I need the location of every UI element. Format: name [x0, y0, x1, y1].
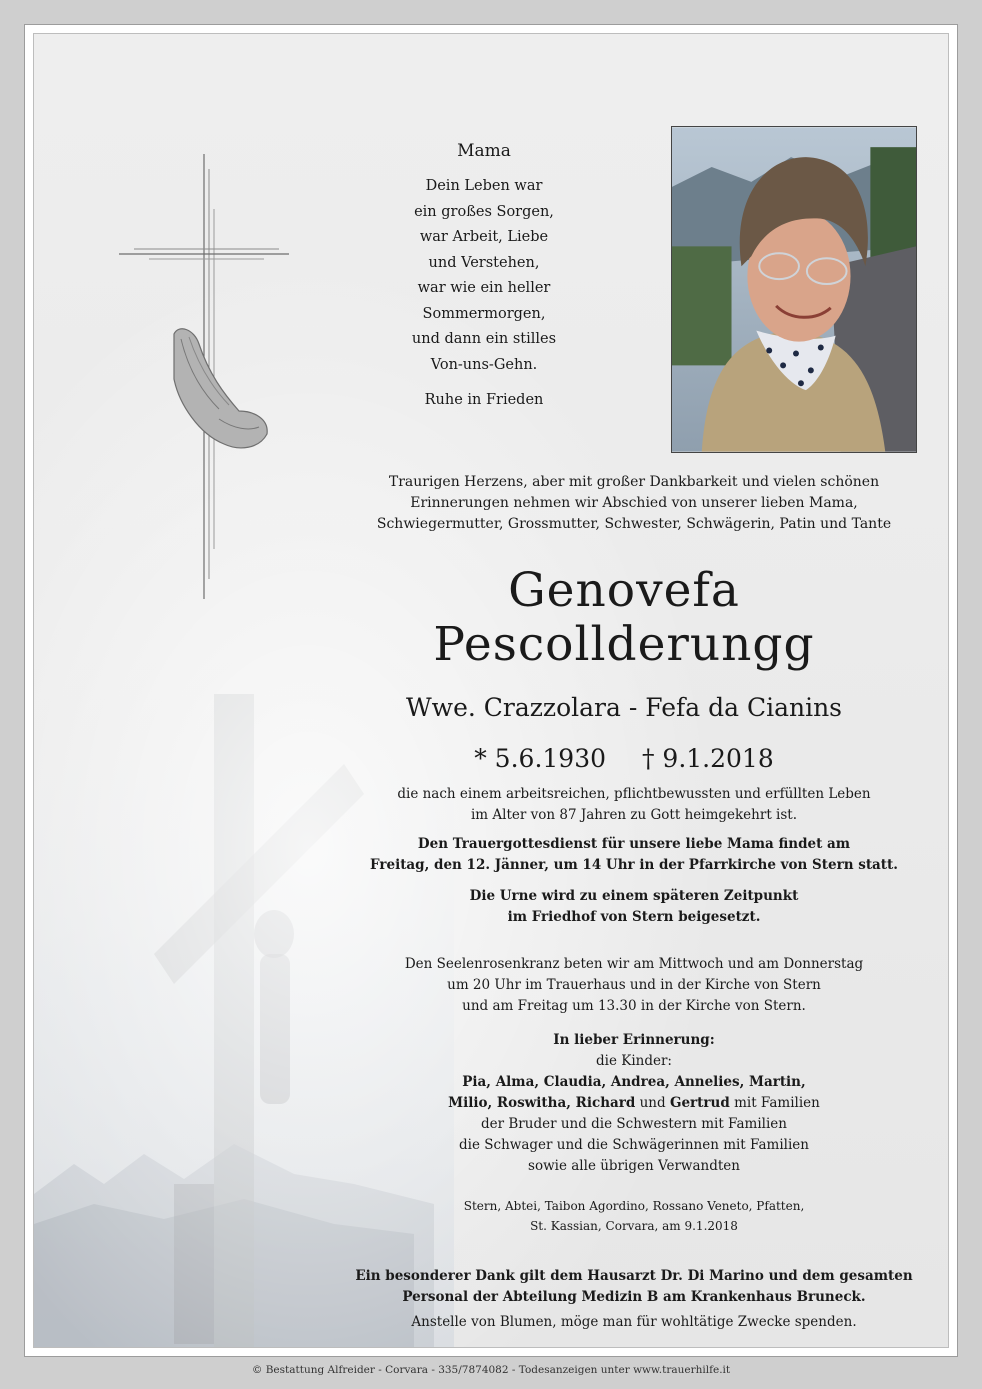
deceased-subtitle: Wwe. Crazzolara - Fefa da Cianins [405, 693, 843, 722]
urn-line: im Friedhof von Stern beigesetzt. [507, 909, 761, 925]
poem-closing: Ruhe in Frieden [424, 392, 544, 408]
last-name: Pescollderungg [433, 617, 815, 672]
children-names-bold: Milio, Roswitha, Richard [448, 1095, 636, 1111]
relatives-line: die Schwager und die Schwägerinnen mit Familien [459, 1137, 809, 1153]
family-heading: In lieber Erinnerung: [553, 1032, 715, 1048]
birth-date: * 5.6.1930 [474, 744, 607, 773]
poem-line: Dein Leben war [425, 178, 543, 194]
intro-line: Schwiegermutter, Grossmutter, Schwester, Schwägerin, Patin und Tante [376, 516, 892, 532]
urn-text [304, 886, 949, 928]
intro-line: Traurigen Herzens, aber mit großer Dankbarkeit und vielen schönen [388, 474, 880, 490]
service-line: Den Trauergottesdienst für unsere liebe Mama findet am [417, 836, 851, 852]
flowers-text: Anstelle von Blumen, möge man für wohltätige Zwecke spenden. [411, 1314, 857, 1330]
poem-title: Mama [457, 141, 511, 161]
relatives-line: der Bruder und die Schwestern mit Familien [481, 1116, 787, 1132]
family-section [304, 1030, 949, 1177]
children-names: Pia, Alma, Claudia, Andrea, Annelies, Martin, [462, 1074, 806, 1090]
death-date: † 9.1.2018 [641, 744, 774, 773]
places-line: Stern, Abtei, Taibon Agordino, Rossano Veneto, Pfatten, [463, 1199, 805, 1213]
life-dates [294, 742, 949, 776]
poem [394, 138, 574, 414]
urn-line: Die Urne wird zu einem späteren Zeitpunkt [469, 888, 799, 904]
names-rest: mit Familien [729, 1095, 820, 1111]
obituary-sheet [24, 24, 958, 1357]
poem-line: war Arbeit, Liebe [419, 229, 549, 245]
portrait-photo [671, 126, 917, 453]
thanks-line: Personal der Abteilung Medizin B am Krankenhaus Bruneck. [402, 1289, 866, 1305]
obituary-panel [33, 33, 949, 1348]
praying-hands-icon [174, 329, 267, 448]
poem-line: und dann ein stilles [411, 331, 557, 347]
poem-line: war wie ein heller [417, 280, 551, 296]
rosary-line: Den Seelenrosenkranz beten wir am Mittwoch und am Donnerstag [404, 956, 864, 972]
cross-icon [119, 149, 304, 609]
intro-text [304, 472, 949, 535]
poem-line: Von-uns-Gehn. [430, 356, 538, 373]
poem-line: und Verstehen, [428, 254, 540, 271]
places-line: St. Kassian, Corvara, am 9.1.2018 [530, 1219, 738, 1233]
life-line: im Alter von 87 Jahren zu Gott heimgekehrt ist. [470, 807, 797, 823]
life-text [304, 784, 949, 826]
poem-line: ein großes Sorgen, [414, 203, 554, 220]
poem-line: Sommermorgen, [422, 305, 546, 322]
thanks-text [304, 1266, 949, 1308]
places-text [304, 1196, 949, 1236]
children-names-2 [304, 1093, 949, 1114]
intro-line: Erinnerungen nehmen wir Abschied von unserer lieben Mama, [410, 495, 858, 511]
rosary-text [304, 954, 949, 1017]
names-connector: und [635, 1095, 670, 1111]
deceased-name [294, 564, 949, 672]
children-label: die Kinder: [596, 1053, 672, 1069]
footer-credit: © Bestattung Alfreider - Corvara - 335/7874082 - Todesanzeigen unter www.trauerhilfe.it [251, 1364, 731, 1376]
life-line: die nach einem arbeitsreichen, pflichtbewussten und erfüllten Leben [397, 786, 871, 802]
service-text [304, 834, 949, 876]
first-name: Genovefa [508, 563, 740, 618]
relatives-line: sowie alle übrigen Verwandten [528, 1158, 740, 1174]
thanks-line: Ein besonderer Dank gilt dem Hausarzt Dr. Di Marino und dem gesamten [355, 1268, 913, 1284]
service-line: Freitag, den 12. Jänner, um 14 Uhr in der Pfarrkirche von Stern statt. [370, 857, 898, 873]
rosary-line: um 20 Uhr im Trauerhaus und in der Kirche von Stern [447, 977, 821, 993]
children-names-bold-2: Gertrud [669, 1095, 730, 1111]
rosary-line: und am Freitag um 13.30 in der Kirche von Stern. [462, 998, 806, 1014]
